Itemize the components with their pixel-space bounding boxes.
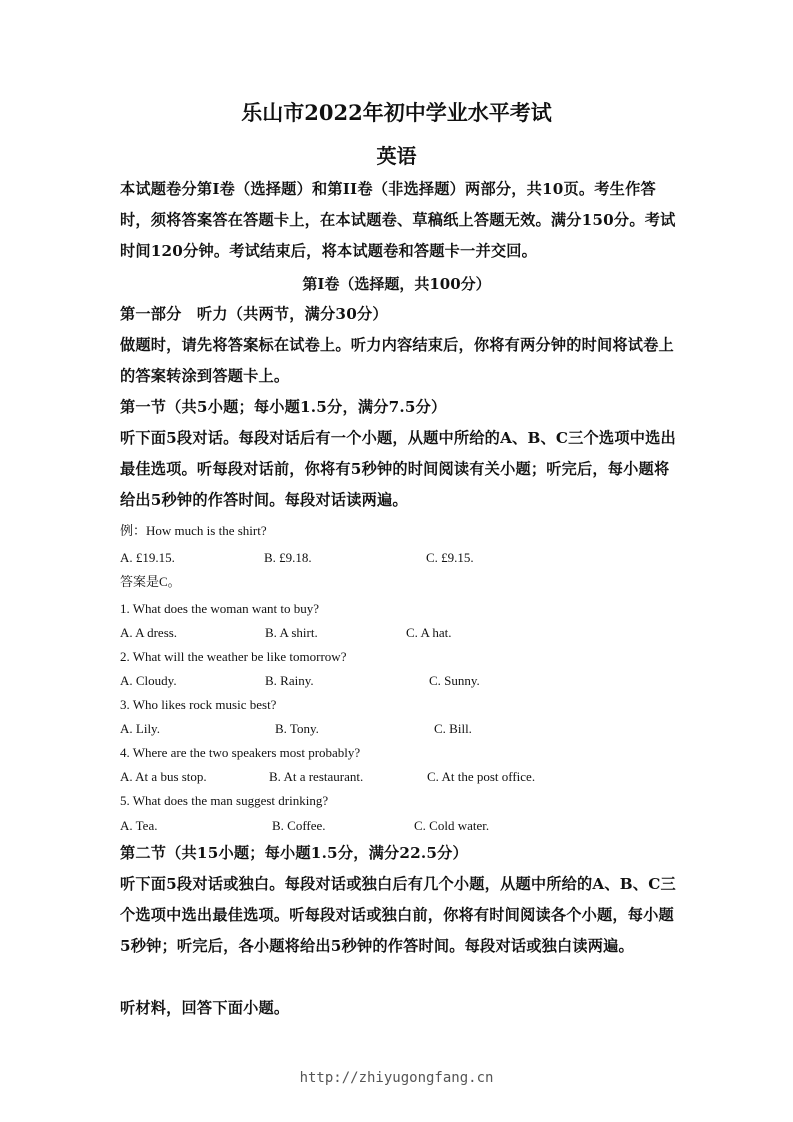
q1-option-b: B. A shirt. — [265, 625, 318, 640]
q5-option-a: A. Tea. — [120, 818, 158, 833]
footer-url[interactable]: http://zhiyugongfang.cn — [299, 1070, 494, 1086]
q4-option-c: C. At the post office. — [427, 769, 536, 784]
example-option-a: A. £19.15. — [120, 550, 175, 565]
section1-heading: 第一节（共5小题；每小题1.5分，满分7.5分） — [120, 398, 447, 416]
example-option-b: B. £9.18. — [264, 550, 312, 565]
q3-option-b: B. Tony. — [275, 721, 319, 736]
q5-option-c: C. Cold water. — [414, 818, 490, 833]
q1-option-c: C. A hat. — [406, 625, 452, 640]
volume-title: 第I卷（选择题，共100分） — [302, 275, 491, 293]
section2-prompt: 听材料，回答下面小题。 — [120, 999, 290, 1017]
section1-instruction: 听下面5段对话。每段对话后有一个小题，从题中所给的A、B、C三个选项中选出最佳选项。听每段对话前，你将有5秒钟的时间阅读有关小题；听完后，每小题将给出5秒钟的作答时间。每段对话读两遍。 — [120, 429, 676, 509]
example-option-c: C. £9.15. — [426, 550, 474, 565]
exam-title: 乐山市2022年初中学业水平考试 — [241, 100, 552, 125]
section2-instruction: 听下面5段对话或独白。每段对话或独白后有几个小题，从题中所给的A、B、C三个选项中选出最佳选项。听每段对话或独白前，你将有时间阅读各个小题，每小题5秒钟；听完后，各小题将给出5秒钟的作答时间。每段对话或独白读两遍。 — [120, 875, 676, 955]
section2-heading: 第二节（共15小题；每小题1.5分，满分22.5分） — [120, 844, 468, 862]
question-3: 3. Who likes rock music best? — [120, 697, 277, 712]
part1-heading: 第一部分 听力（共两节，满分30分） — [120, 305, 388, 323]
subject-title: 英语 — [376, 144, 417, 168]
q1-option-a: A. A dress. — [120, 625, 178, 640]
q2-option-c: C. Sunny. — [429, 673, 480, 688]
q5-option-b: B. Coffee. — [272, 818, 326, 833]
q3-option-a: A. Lily. — [120, 721, 160, 736]
question-1: 1. What does the woman want to buy? — [120, 601, 320, 616]
q2-option-b: B. Rainy. — [265, 673, 314, 688]
question-4: 4. Where are the two speakers most probably? — [120, 745, 361, 760]
example-answer: 答案是C。 — [120, 574, 181, 589]
part1-instruction: 做题时，请先将答案标在试卷上。听力内容结束后，你将有两分钟的时间将试卷上的答案转涂到答题卡上。 — [120, 336, 674, 385]
q4-option-a: A. At a bus stop. — [120, 769, 207, 784]
example-question: 例：How much is the shirt? — [120, 523, 267, 538]
exam-intro: 本试题卷分第I卷（选择题）和第II卷（非选择题）两部分，共10页。考生作答时，须将答案答在答题卡上，在本试题卷、草稿纸上答题无效。满分150分。考试时间120分钟。考试结束后，将本试题卷和答题卡一并交回。 — [120, 180, 676, 260]
q3-option-c: C. Bill. — [434, 721, 472, 736]
q2-option-a: A. Cloudy. — [120, 673, 177, 688]
question-5: 5. What does the man suggest drinking? — [120, 793, 329, 808]
question-2: 2. What will the weather be like tomorrow? — [120, 649, 347, 664]
q4-option-b: B. At a restaurant. — [269, 769, 364, 784]
